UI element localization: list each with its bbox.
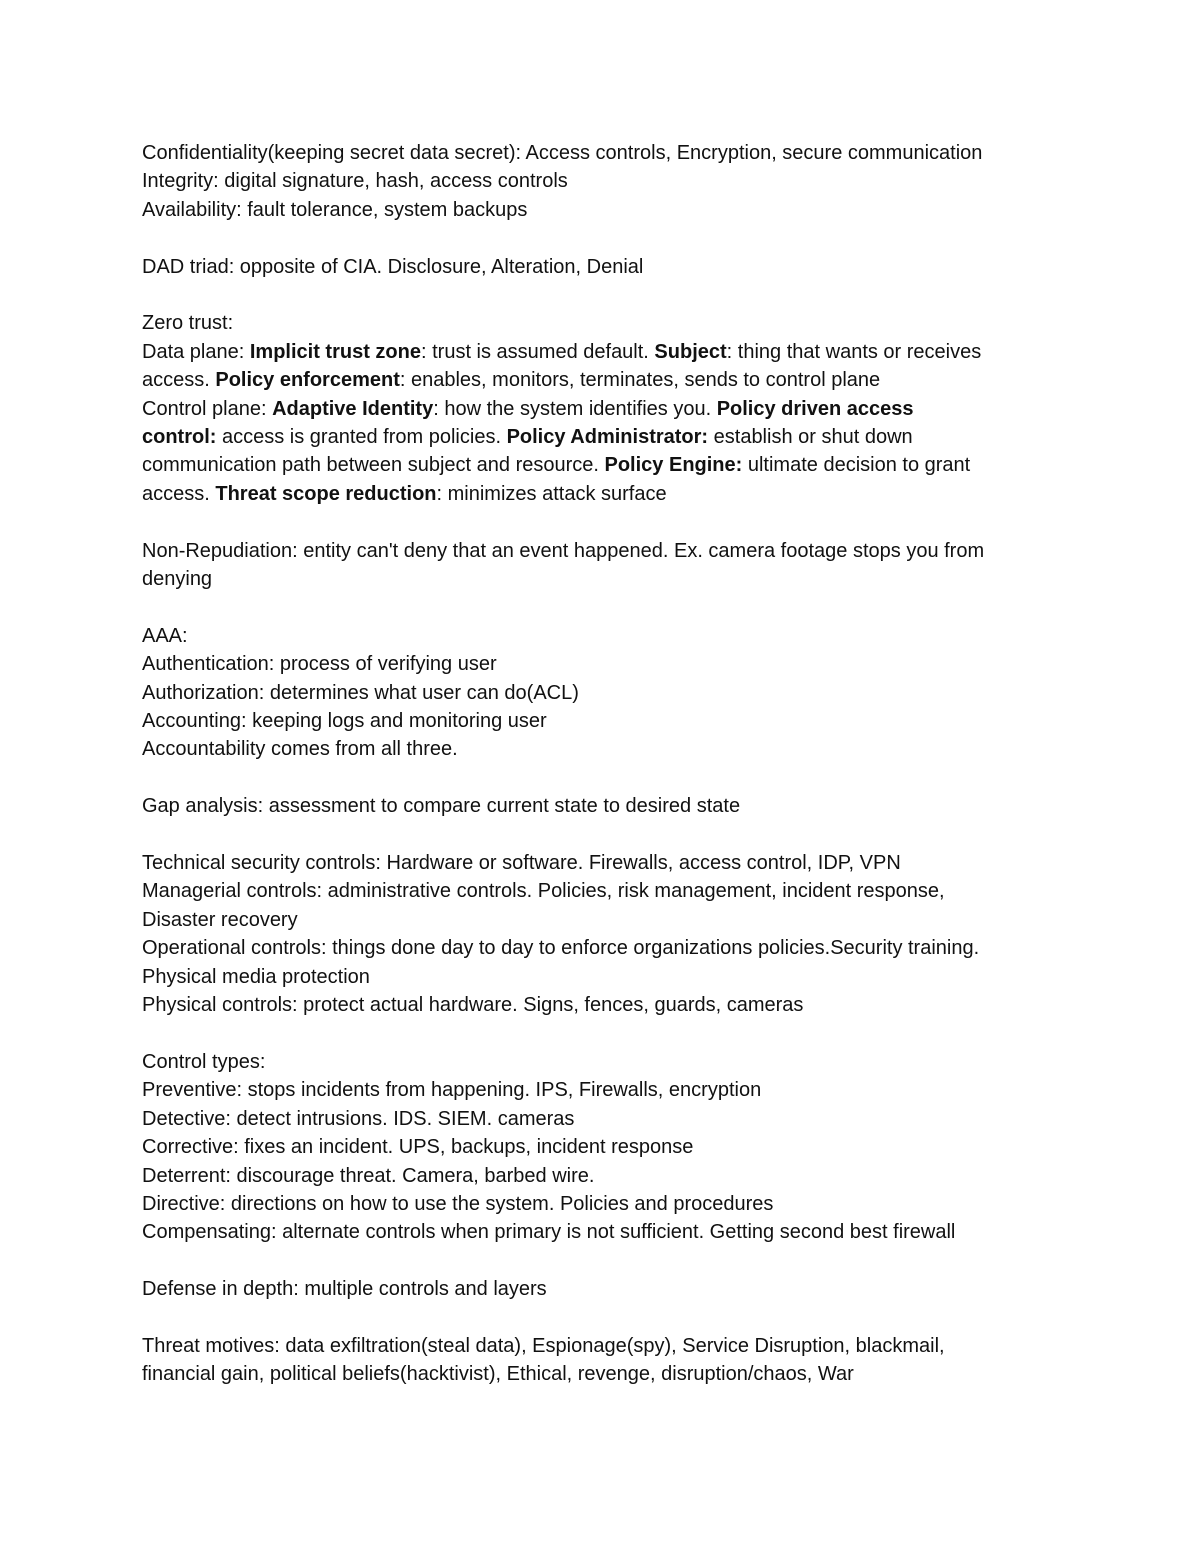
text-line xyxy=(142,1105,1072,1133)
text-run: Technical security controls: Hardware or software. Firewalls, access control, IDP, VPN xyxy=(142,852,901,875)
text-run: denying xyxy=(142,568,213,591)
text-run: AAA: xyxy=(142,624,188,647)
text-run: Managerial controls: administrative controls. Policies, risk management, incident response, xyxy=(142,880,945,903)
text-run: Threat motives: data exfiltration(steal data), Espionage(spy), Service Disruption, blackmail, xyxy=(142,1334,945,1357)
paragraph-gap xyxy=(142,224,1072,252)
paragraph xyxy=(142,139,1072,224)
text-line xyxy=(142,565,1072,593)
text-line xyxy=(142,395,1072,423)
text-run: access. xyxy=(142,482,216,505)
bold-term: Adaptive Identity xyxy=(272,397,434,420)
paragraph xyxy=(142,537,1072,594)
text-run: Preventive: stops incidents from happening. IPS, Firewalls, encryption xyxy=(142,1079,762,1102)
text-line xyxy=(142,622,1072,650)
text-line xyxy=(142,679,1072,707)
paragraph xyxy=(142,622,1072,764)
text-line xyxy=(142,735,1072,763)
text-line xyxy=(142,906,1072,934)
text-run: Directive: directions on how to use the system. Policies and procedures xyxy=(142,1192,774,1215)
text-run: Gap analysis: assessment to compare current state to desired state xyxy=(142,795,741,818)
text-line xyxy=(142,196,1072,224)
text-run: Authorization: determines what user can do(ACL) xyxy=(142,681,579,704)
paragraph-gap xyxy=(142,593,1072,621)
bold-term: Policy enforcement xyxy=(215,369,400,392)
text-line xyxy=(142,1275,1072,1303)
text-run: : minimizes attack surface xyxy=(436,482,667,505)
text-run: : enables, monitors, terminates, sends to control plane xyxy=(399,369,881,392)
bold-term: Implicit trust zone xyxy=(249,340,421,363)
paragraph xyxy=(142,1332,1072,1389)
text-run: financial gain, political beliefs(hacktivist), Ethical, revenge, disruption/chaos, War xyxy=(142,1363,854,1386)
text-line xyxy=(142,849,1072,877)
text-line xyxy=(142,934,1072,962)
text-run: Defense in depth: multiple controls and layers xyxy=(142,1278,547,1301)
paragraph xyxy=(142,792,1072,820)
paragraph-gap xyxy=(142,508,1072,536)
text-run: Physical media protection xyxy=(142,965,370,988)
text-line xyxy=(142,167,1072,195)
text-run: : trust is assumed default. xyxy=(420,340,655,363)
text-run: Accountability comes from all three. xyxy=(142,738,458,761)
paragraph xyxy=(142,309,1072,508)
text-line xyxy=(142,1332,1072,1360)
paragraph-gap xyxy=(142,1020,1072,1048)
text-run: access. xyxy=(142,369,216,392)
bold-term: Threat scope reduction xyxy=(215,482,437,505)
paragraph xyxy=(142,849,1072,1019)
text-run: Detective: detect intrusions. IDS. SIEM. cameras xyxy=(142,1107,575,1130)
paragraph xyxy=(142,1275,1072,1303)
paragraph-gap xyxy=(142,821,1072,849)
paragraph xyxy=(142,253,1072,281)
text-run: Non-Repudiation: entity can't deny that an event happened. Ex. camera footage stops you from xyxy=(142,539,985,562)
text-line xyxy=(142,1190,1072,1218)
text-line xyxy=(142,877,1072,905)
text-line xyxy=(142,1076,1072,1104)
text-line xyxy=(142,139,1072,167)
text-line xyxy=(142,1133,1072,1161)
text-run: Integrity: digital signature, hash, access controls xyxy=(142,170,568,193)
paragraph-gap xyxy=(142,1304,1072,1332)
text-run: DAD triad: opposite of CIA. Disclosure, Alteration, Denial xyxy=(142,255,644,278)
text-line xyxy=(142,309,1072,337)
text-line xyxy=(142,1218,1072,1246)
text-line xyxy=(142,1048,1072,1076)
text-run: : how the system identifies you. xyxy=(433,397,717,420)
text-line xyxy=(142,537,1072,565)
text-run: Zero trust: xyxy=(142,312,234,335)
paragraph-gap xyxy=(142,281,1072,309)
text-run: Data plane: xyxy=(142,340,250,363)
text-run: Physical controls: protect actual hardware. Signs, fences, guards, cameras xyxy=(142,994,804,1017)
text-run: access is granted from policies. xyxy=(216,426,507,449)
text-run: : thing that wants or receives xyxy=(726,340,982,363)
bold-term: Policy driven access xyxy=(716,397,914,420)
text-run: Accounting: keeping logs and monitoring user xyxy=(142,710,547,733)
paragraph-gap xyxy=(142,764,1072,792)
text-run: Control types: xyxy=(142,1050,266,1073)
text-line xyxy=(142,451,1072,479)
text-line xyxy=(142,1360,1072,1388)
text-run: Control plane: xyxy=(142,397,273,420)
text-line xyxy=(142,707,1072,735)
text-line xyxy=(142,792,1072,820)
text-line xyxy=(142,253,1072,281)
text-run: Operational controls: things done day to day to enforce organizations policies.Security training. xyxy=(142,937,980,960)
paragraph xyxy=(142,1048,1072,1247)
bold-term: control: xyxy=(142,426,217,449)
bold-term: Policy Administrator: xyxy=(506,426,709,449)
bold-term: Subject xyxy=(654,340,727,363)
text-line xyxy=(142,338,1072,366)
text-line xyxy=(142,1162,1072,1190)
text-line xyxy=(142,480,1072,508)
text-run: Confidentiality(keeping secret data secret): Access controls, Encryption, secure communication xyxy=(142,142,983,164)
bold-term: Policy Engine: xyxy=(604,454,743,477)
text-run: Compensating: alternate controls when primary is not sufficient. Getting second best firewall xyxy=(142,1221,956,1244)
text-run: Corrective: fixes an incident. UPS, backups, incident response xyxy=(142,1136,694,1159)
document-body xyxy=(142,139,1072,1389)
text-line xyxy=(142,963,1072,991)
text-run: Disaster recovery xyxy=(142,908,298,931)
text-run: establish or shut down xyxy=(708,426,913,449)
text-line xyxy=(142,650,1072,678)
text-run: Availability: fault tolerance, system backups xyxy=(142,198,528,221)
text-line xyxy=(142,366,1072,394)
text-line xyxy=(142,423,1072,451)
text-run: Authentication: process of verifying user xyxy=(142,653,497,676)
text-line xyxy=(142,991,1072,1019)
paragraph-gap xyxy=(142,1247,1072,1275)
text-run: communication path between subject and resource. xyxy=(142,454,605,477)
text-run: ultimate decision to grant xyxy=(742,454,971,477)
text-run: Deterrent: discourage threat. Camera, barbed wire. xyxy=(142,1164,595,1187)
